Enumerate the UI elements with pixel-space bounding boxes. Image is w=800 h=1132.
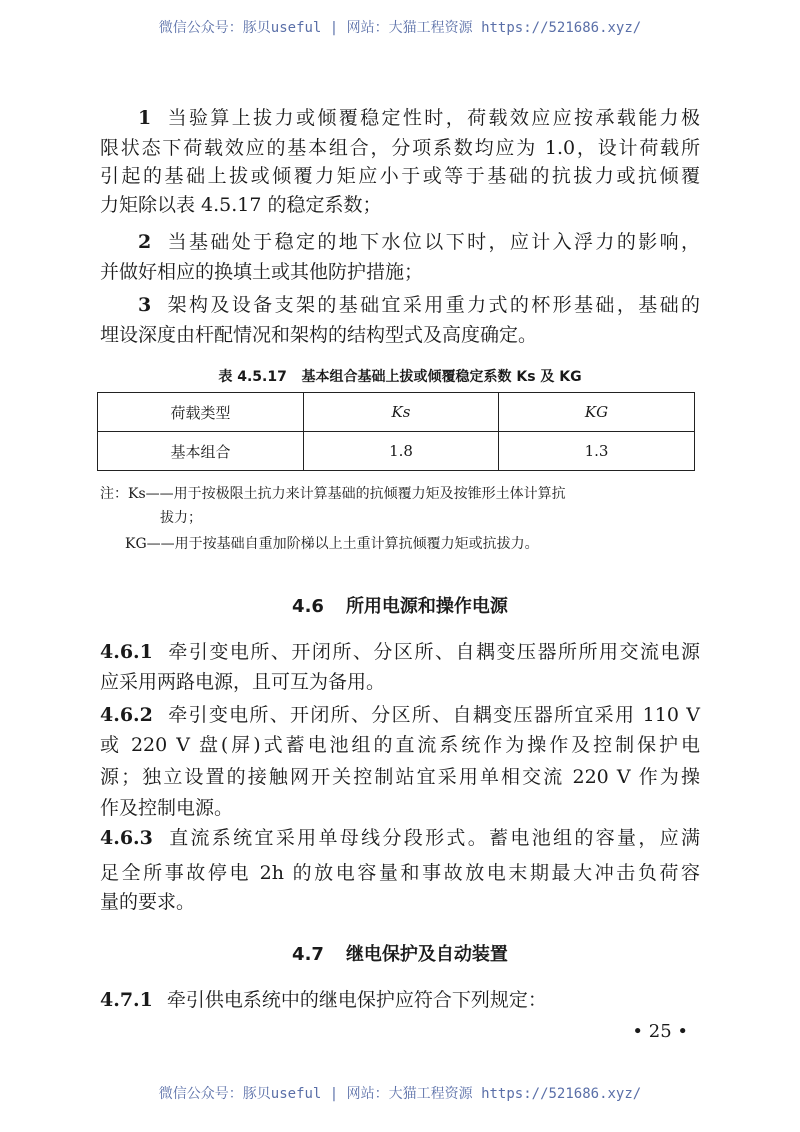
table-header-row: 荷载类型 Ks KG <box>98 393 695 432</box>
table-note: KG——用于按基础自重加阶梯以上土重计算抗倾覆力矩或抗拔力。 <box>125 536 539 552</box>
page-number: • 25 • <box>632 1021 688 1042</box>
watermark-top: 微信公众号：豚贝useful | 网站：大猫工程资源 https://521686.xyz/ <box>158 20 642 36</box>
clause-4-7-1: 4.7.1 牵引供电系统中的继电保护应符合下列规定： <box>100 989 547 1011</box>
table-row: 基本组合 1.8 1.3 <box>98 432 695 471</box>
watermark-bottom: 微信公众号：豚贝useful | 网站：大猫工程资源 https://521686.xyz/ <box>158 1086 642 1102</box>
table-note: 拔力； <box>160 510 202 526</box>
table-caption: 表 4.5.17 基本组合基础上拔或倾覆稳定系数 Ks 及 KG <box>218 369 582 385</box>
section-heading-4-6: 4.6 所用电源和操作电源 <box>292 596 508 617</box>
stability-table <box>97 392 695 471</box>
table-note: 注：Ks——用于按极限土抗力来计算基础的抗倾覆力矩及按锥形土体计算抗 <box>100 486 566 502</box>
section-heading-4-7: 4.7 继电保护及自动装置 <box>292 944 508 965</box>
